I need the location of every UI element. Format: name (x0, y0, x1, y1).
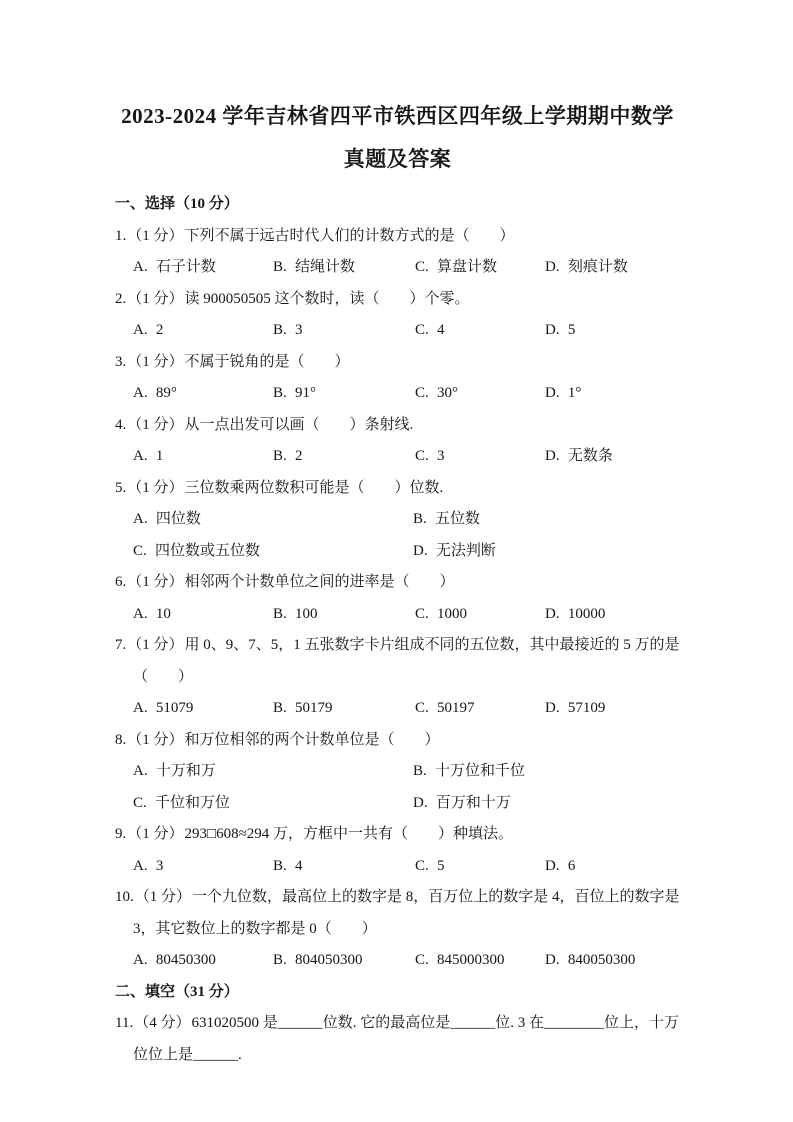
option-text: 3 (437, 448, 445, 464)
option-text: 2 (295, 448, 303, 464)
option-label: B. (273, 385, 287, 401)
question-11 (115, 1008, 680, 1071)
question-text (115, 630, 680, 693)
option-row (115, 536, 680, 568)
option-text: 4 (295, 857, 303, 874)
option-text: 50179 (295, 700, 333, 716)
question-body-text: 和万位相邻的两个计数单位是（ ） (184, 731, 440, 748)
option-C (415, 441, 445, 473)
option-D (545, 945, 635, 977)
option-label: A. (133, 385, 148, 401)
option-C (415, 599, 467, 631)
option-C (415, 378, 458, 410)
option-label: B. (413, 763, 427, 779)
option-text: 845000300 (437, 952, 505, 968)
option-C (415, 693, 475, 725)
option-text: 算盘计数 (437, 259, 498, 275)
option-A (133, 252, 216, 284)
option-text: 千位和万位 (155, 794, 231, 811)
option-A (133, 504, 201, 536)
option-label: D. (545, 952, 560, 968)
option-label: A. (133, 511, 148, 527)
option-text: 51079 (155, 700, 194, 716)
option-text: 十万和万 (155, 763, 216, 779)
option-text: 30° (437, 385, 459, 401)
option-label: C. (415, 448, 429, 464)
section-fill (115, 977, 680, 1072)
option-row (115, 945, 680, 977)
option-D (545, 693, 605, 725)
option-C (415, 315, 445, 347)
question-number: 11. (115, 1015, 134, 1031)
option-label: A. (133, 857, 148, 874)
option-B (273, 441, 303, 473)
option-text: 6 (567, 857, 576, 874)
option-label: A. (133, 448, 148, 464)
option-text: 804050300 (295, 952, 363, 968)
option-label: A. (133, 952, 148, 968)
option-text: 四位数或五位数 (155, 542, 261, 559)
option-B (273, 252, 355, 284)
section-choice (115, 189, 680, 977)
question-points: （1 分） (127, 227, 184, 244)
option-text: 1° (567, 385, 582, 401)
question-number: 6. (115, 574, 127, 590)
option-text: 57109 (567, 700, 606, 716)
option-C (133, 536, 260, 568)
question-number: 3. (115, 353, 127, 370)
option-label: C. (133, 794, 147, 811)
option-B (413, 504, 480, 536)
option-label: B. (273, 448, 287, 464)
question-2 (115, 284, 680, 347)
question-number: 7. (115, 637, 127, 653)
question-text (115, 473, 680, 505)
section-heading: 一、选择（10 分） (115, 196, 239, 212)
option-B (273, 851, 303, 883)
question-5 (115, 473, 680, 568)
question-body-text: 用 0、9、7、5，1 五张数字卡片组成不同的五位数，其中最接近的 5 万的是（ ） (133, 637, 680, 685)
question-9 (115, 819, 680, 882)
option-label: B. (273, 322, 287, 338)
option-text: 840050300 (567, 952, 636, 968)
option-text: 91° (295, 385, 317, 401)
question-number: 10. (115, 889, 134, 905)
option-label: A. (133, 700, 148, 716)
option-label: B. (273, 259, 287, 275)
option-text: 5 (437, 857, 445, 874)
option-label: D. (413, 542, 428, 559)
option-label: C. (415, 322, 429, 338)
option-A (133, 315, 163, 347)
option-C (133, 788, 230, 820)
option-text: 石子计数 (155, 259, 216, 275)
question-number: 4. (115, 416, 127, 433)
question-8 (115, 725, 680, 820)
option-text: 5 (567, 322, 576, 338)
option-label: C. (415, 700, 429, 716)
option-label: D. (545, 322, 560, 338)
question-body-text: 293□608≈294 万，方框中一共有（ ）种填法。 (184, 826, 514, 842)
option-text: 10 (155, 605, 171, 622)
option-B (413, 756, 525, 788)
option-text: 80450300 (155, 952, 216, 968)
option-label: C. (415, 952, 429, 968)
option-B (273, 378, 316, 410)
question-text (115, 567, 680, 599)
option-A (133, 599, 171, 631)
question-points: （1 分） (127, 731, 184, 748)
option-row (115, 851, 680, 883)
option-row (115, 756, 680, 788)
option-label: C. (415, 259, 429, 275)
question-body-text: 一个九位数，最高位上的数字是 8，百万位上的数字是 4，百位上的数字是 3，其它数位上的数字都是 0（ ） (133, 889, 680, 937)
option-row (115, 693, 680, 725)
option-text: 100 (295, 605, 318, 622)
question-points: （1 分） (134, 889, 192, 905)
option-C (415, 252, 497, 284)
option-D (545, 252, 628, 284)
question-6 (115, 567, 680, 630)
question-text (115, 221, 680, 253)
option-text: 刻痕计数 (567, 259, 628, 275)
option-label: D. (545, 700, 560, 716)
question-body-text: 下列不属于远古时代人们的计数方式的是（ ） (184, 227, 515, 244)
option-A (133, 945, 216, 977)
question-4 (115, 410, 680, 473)
option-text: 无法判断 (435, 542, 496, 559)
question-points: （1 分） (127, 574, 184, 590)
question-body-text: 三位数乘两位数积可能是（ ）位数. (184, 479, 444, 496)
question-text (115, 284, 680, 316)
option-D (413, 788, 511, 820)
question-body-text: 从一点出发可以画（ ）条射线. (184, 416, 414, 433)
option-C (415, 945, 505, 977)
question-1 (115, 221, 680, 284)
option-C (415, 851, 445, 883)
option-label: A. (133, 322, 148, 338)
question-points: （1 分） (127, 416, 184, 433)
exam-title-line2: 真题及答案 (343, 147, 452, 171)
option-text: 百万和十万 (435, 794, 511, 811)
question-body-text: 不属于锐角的是（ ） (184, 353, 350, 370)
option-row (115, 788, 680, 820)
option-text: 2 (155, 322, 164, 338)
option-D (545, 441, 613, 473)
option-label: D. (545, 605, 560, 622)
option-label: D. (545, 385, 560, 401)
option-A (133, 441, 163, 473)
question-10 (115, 882, 680, 977)
option-label: D. (413, 794, 428, 811)
option-B (273, 945, 363, 977)
option-A (133, 851, 163, 883)
question-text (115, 819, 680, 851)
option-text: 五位数 (435, 511, 481, 527)
option-label: D. (545, 857, 560, 874)
option-label: B. (273, 952, 287, 968)
option-label: C. (415, 605, 429, 622)
exam-title-line1: 2023-2024 学年吉林省四平市铁西区四年级上学期期中数学 (121, 104, 674, 128)
option-A (133, 756, 216, 788)
question-text (115, 882, 680, 945)
question-text (115, 725, 680, 757)
option-label: C. (415, 857, 429, 874)
section-heading: 二、填空（31 分） (115, 983, 239, 1000)
question-text (115, 347, 680, 379)
question-number: 8. (115, 731, 127, 748)
option-row (115, 504, 680, 536)
option-label: B. (273, 605, 287, 622)
option-row (115, 378, 680, 410)
question-body-text: 相邻两个计数单位之间的进率是（ ） (184, 574, 455, 590)
option-label: D. (545, 448, 560, 464)
option-D (545, 851, 575, 883)
option-text: 50197 (437, 700, 475, 716)
question-text (115, 1008, 680, 1071)
option-row (115, 252, 680, 284)
question-points: （1 分） (127, 353, 184, 370)
option-label: C. (415, 385, 429, 401)
question-number: 2. (115, 290, 127, 307)
option-text: 1000 (437, 605, 468, 622)
option-label: D. (545, 259, 560, 275)
option-B (273, 693, 333, 725)
option-text: 十万位和千位 (435, 763, 526, 779)
question-number: 9. (115, 826, 127, 842)
option-text: 1 (155, 448, 164, 464)
option-text: 四位数 (155, 511, 201, 527)
question-points: （4 分） (134, 1015, 191, 1031)
question-points: （1 分） (127, 637, 184, 653)
option-label: B. (273, 700, 287, 716)
option-D (545, 315, 575, 347)
question-body-text: 631020500 是______位数. 它的最高位是______位. 3 在________位上，十万位位上是______. (133, 1015, 679, 1063)
question-points: （1 分） (127, 290, 184, 307)
option-label: C. (133, 542, 147, 559)
option-label: A. (133, 605, 148, 622)
question-body-text: 读 900050505 这个数时，读（ ）个零。 (184, 290, 470, 307)
option-row (115, 315, 680, 347)
question-3 (115, 347, 680, 410)
question-text (115, 410, 680, 442)
option-B (273, 599, 318, 631)
option-text: 无数条 (567, 448, 613, 464)
option-label: B. (273, 857, 287, 874)
option-label: B. (413, 511, 427, 527)
option-row (115, 441, 680, 473)
option-D (413, 536, 496, 568)
option-text: 10000 (567, 605, 606, 622)
option-text: 3 (295, 322, 303, 338)
option-label: A. (133, 763, 148, 779)
question-7 (115, 630, 680, 725)
option-text: 3 (155, 857, 164, 874)
option-row (115, 599, 680, 631)
exam-body (115, 189, 680, 1071)
question-points: （1 分） (127, 479, 184, 496)
option-label: A. (133, 259, 148, 275)
option-D (545, 378, 581, 410)
question-points: （1 分） (127, 826, 184, 842)
option-text: 89° (155, 385, 177, 401)
option-text: 结绳计数 (295, 259, 356, 275)
option-A (133, 378, 177, 410)
question-number: 1. (115, 227, 127, 244)
option-B (273, 315, 303, 347)
option-text: 4 (437, 322, 445, 338)
option-D (545, 599, 605, 631)
option-A (133, 693, 193, 725)
question-number: 5. (115, 479, 127, 496)
exam-title (115, 95, 680, 181)
